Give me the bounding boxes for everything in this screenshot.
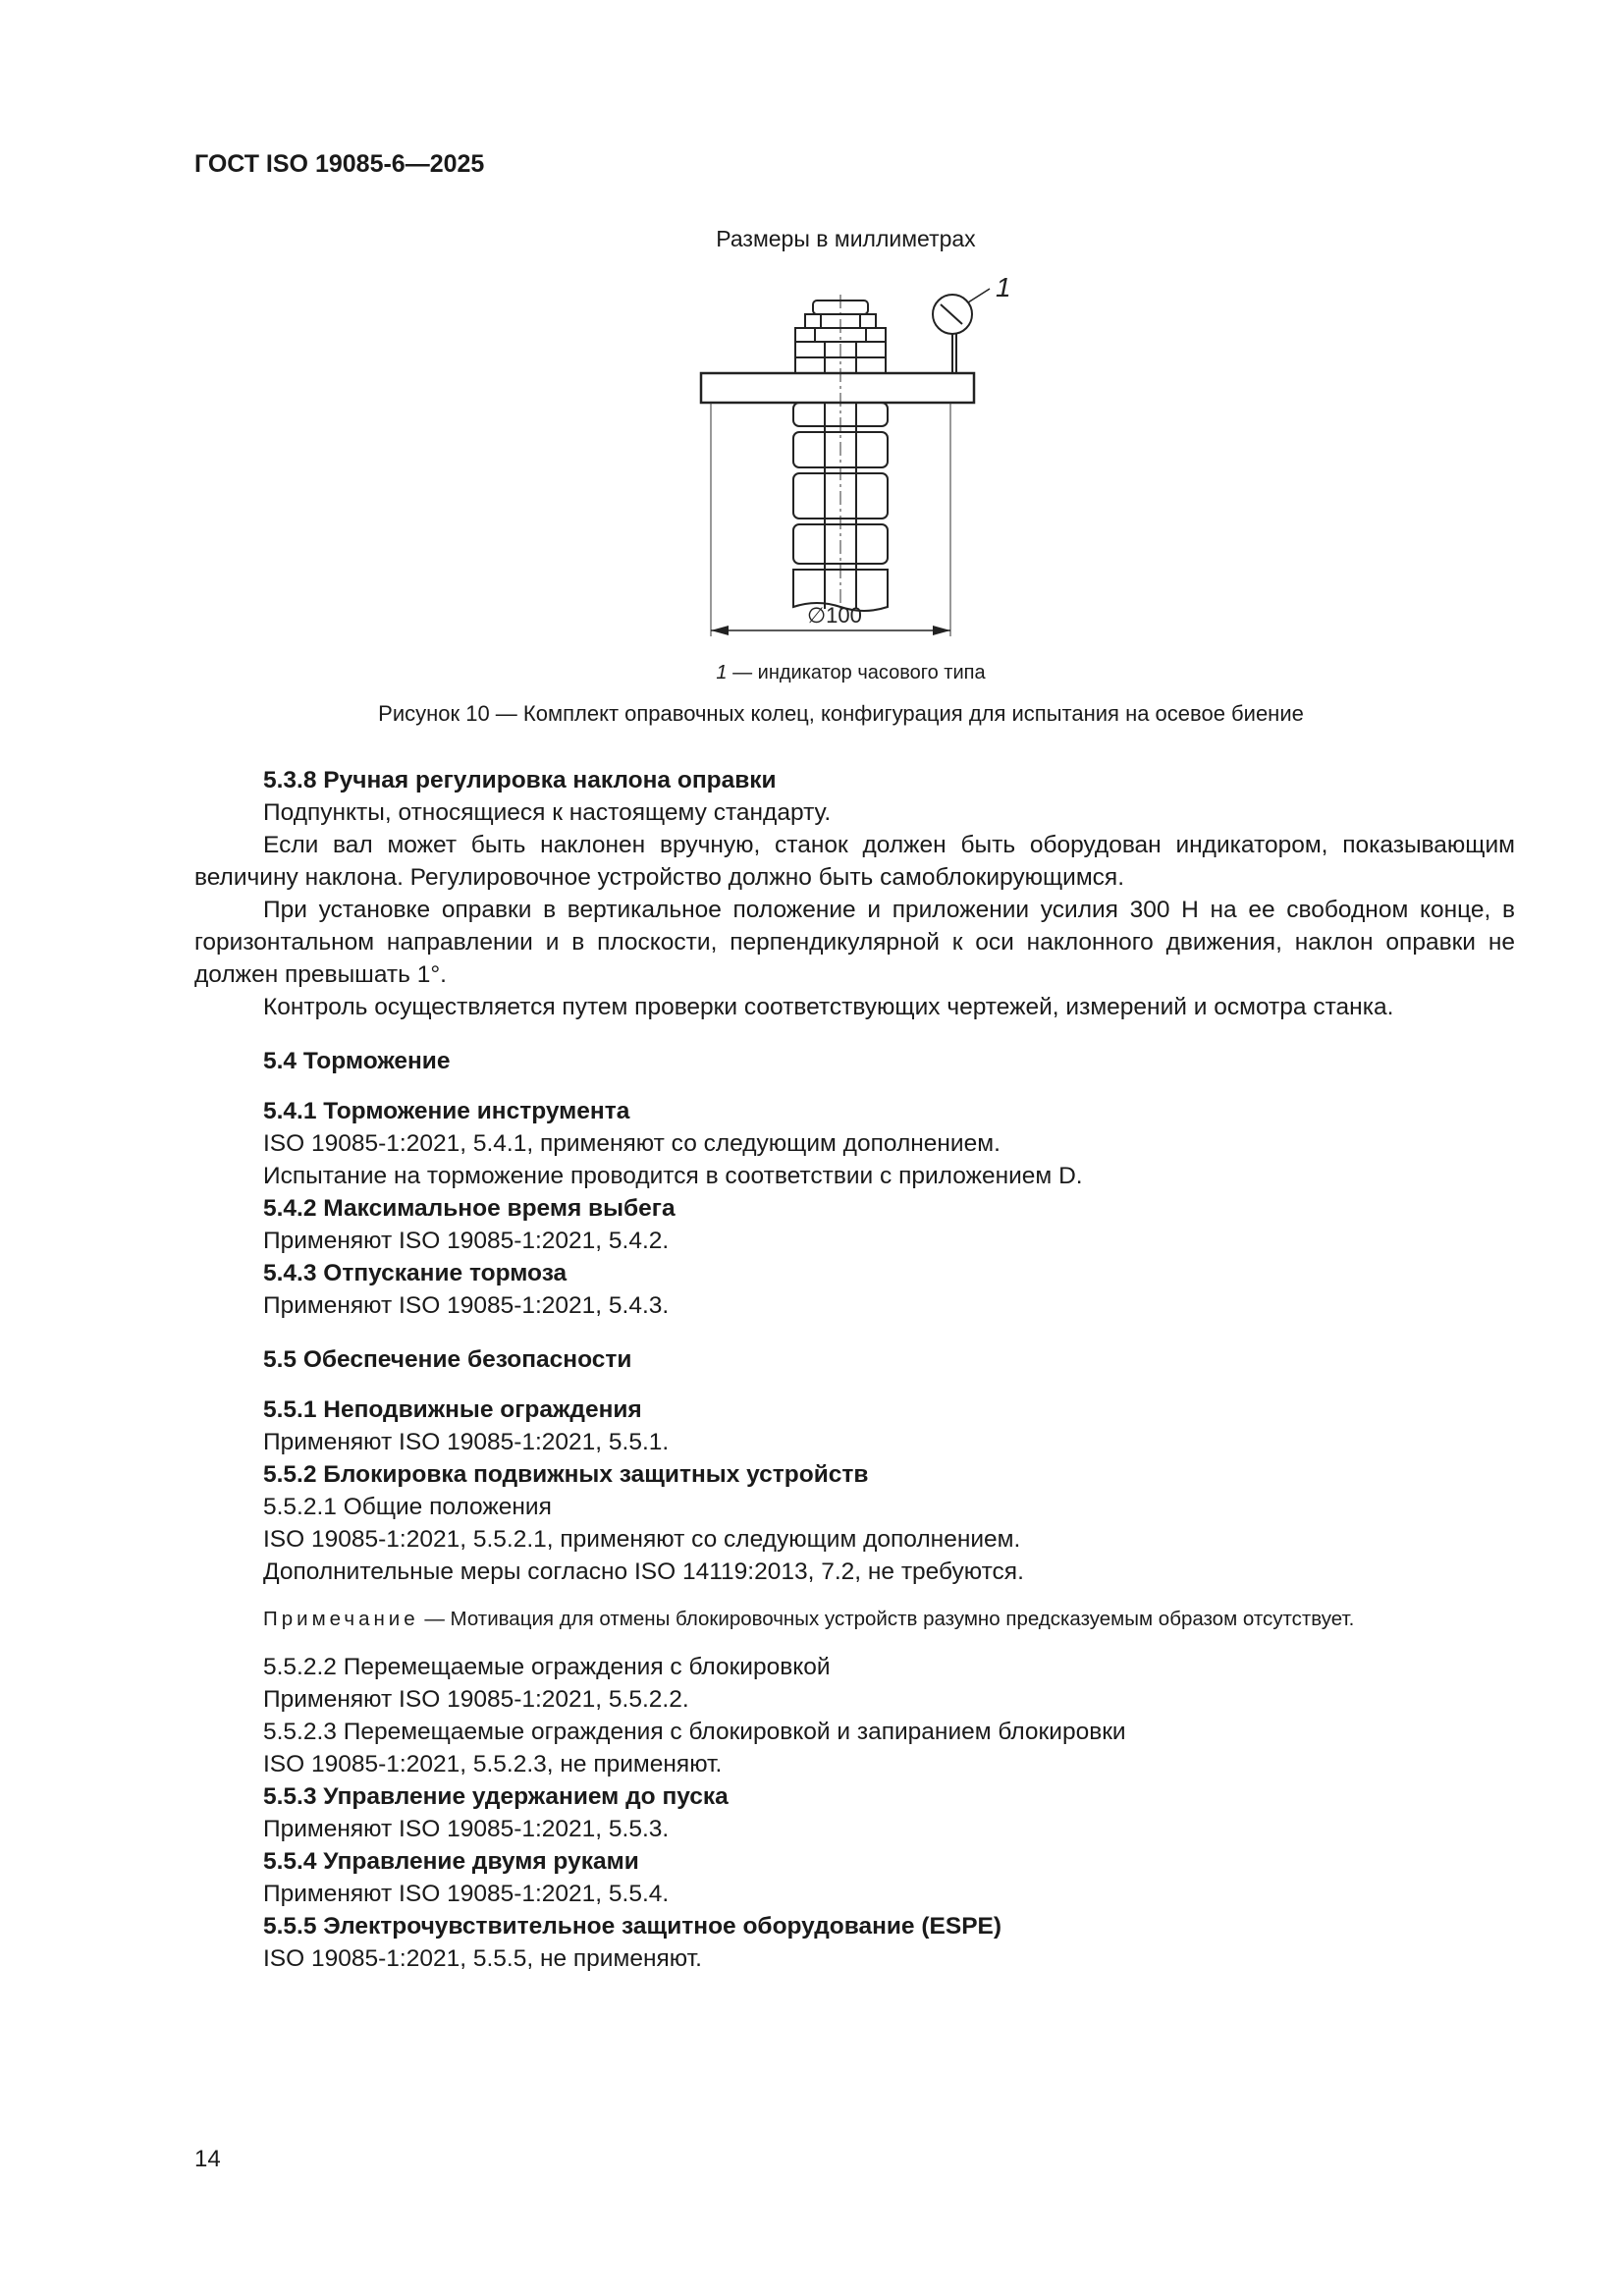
section-5-4-3-para-1: Применяют ISO 19085-1:2021, 5.4.3. [263,1292,670,1319]
figure-legend [0,662,1623,684]
units-note: Размеры в миллиметрах [716,226,976,251]
section-5-4-2-title: 5.4.2 Максимальное время выбега [263,1195,676,1222]
section-5-3-8-para-4: Контроль осуществляется путем проверки соответствующих чертежей, измерений и осмотра станка. [263,994,1394,1020]
body-text [194,764,1515,1975]
legend-text: — индикатор часового типа [727,662,986,683]
section-5-5-4-title: 5.5.4 Управление двумя руками [263,1848,639,1875]
section-5-5-2-title: 5.5.2 Блокировка подвижных защитных устройств [263,1461,869,1488]
dim-arrow-right [933,626,950,635]
section-5-5-title: 5.5 Обеспечение безопасности [263,1346,632,1373]
section-5-4-3-title: 5.4.3 Отпускание тормоза [263,1260,568,1286]
section-5-4-1-title: 5.4.1 Торможение инструмента [263,1098,630,1124]
section-5-3-8-para-1: Подпункты, относящиеся к настоящему стандарту. [263,799,832,826]
section-5-5-3-title: 5.5.3 Управление удержанием до пуска [263,1783,729,1810]
callout-line [968,289,990,302]
note-text: — Мотивация для отмены блокировочных устройств разумно предсказуемым образом отсутствует. [418,1608,1355,1630]
section-5-5-3-para-1: Применяют ISO 19085-1:2021, 5.5.3. [263,1816,670,1842]
section-5-5-1-para-1: Применяют ISO 19085-1:2021, 5.5.1. [263,1429,670,1455]
section-5-5-5-para-1: ISO 19085-1:2021, 5.5.5, не применяют. [263,1945,702,1972]
section-5-5-2-2-para-1: Применяют ISO 19085-1:2021, 5.5.2.2. [263,1686,689,1713]
section-5-4-1-para-1: ISO 19085-1:2021, 5.4.1, применяют со следующим дополнением. [263,1130,1001,1157]
figure-caption: Рисунок 10 — Комплект оправочных колец, конфигурация для испытания на осевое биение [378,701,1304,726]
section-5-3-8-para-3: При установке оправки в вертикальное положение и приложении усилия 300 Н на ее свободном конце, в горизонтальном направлении и в плоскости, перпендикулярной к оси наклонного движения, наклон оправки не должен превышать 1°. [194,897,1515,988]
section-5-5-1-title: 5.5.1 Неподвижные ограждения [263,1396,642,1423]
section-5-3-8-title: 5.3.8 Ручная регулировка наклона оправки [263,767,777,793]
flange-plate [701,373,974,403]
section-5-4-2-para-1: Применяют ISO 19085-1:2021, 5.4.2. [263,1228,670,1254]
section-5-5-2-1-para-2: Дополнительные меры согласно ISO 14119:2013, 7.2, не требуются. [263,1558,1024,1585]
dim-arrow-left [711,626,729,635]
callout-number: 1 [996,272,1011,302]
section-5-3-8-para-2: Если вал может быть наклонен вручную, станок должен быть оборудован индикатором, показывающим величину наклона. Регулировочное устройство должно быть самоблокирующимся. [194,832,1515,891]
section-5-5-2-1-title: 5.5.2.1 Общие положения [263,1494,552,1520]
section-5-5-4-para-1: Применяют ISO 19085-1:2021, 5.5.4. [263,1881,670,1907]
note-label: Примечание [263,1608,419,1630]
mandrel-ring-figure [677,265,1011,658]
section-5-5-2-2-title: 5.5.2.2 Перемещаемые ограждения с блокировкой [263,1654,831,1680]
section-5-5-2-1-para-1: ISO 19085-1:2021, 5.5.2.1, применяют со следующим дополнением. [263,1526,1021,1553]
note [194,1606,1515,1633]
legend-number: 1 [716,662,728,683]
dimension-value: ∅100 [807,603,862,628]
standard-header: ГОСТ ISO 19085-6—2025 [194,150,485,178]
page-number: 14 [194,2146,221,2172]
dial-indicator-icon [933,295,972,373]
section-5-4-title: 5.4 Торможение [263,1048,451,1074]
ring-stack [793,403,888,611]
section-5-4-1-para-2: Испытание на торможение проводится в соответствии с приложением D. [263,1163,1083,1189]
section-5-5-2-3-title: 5.5.2.3 Перемещаемые ограждения с блокировкой и запиранием блокировки [263,1719,1126,1745]
section-5-5-2-3-para-1: ISO 19085-1:2021, 5.5.2.3, не применяют. [263,1751,723,1777]
section-5-5-5-title: 5.5.5 Электрочувствительное защитное оборудование (ESPE) [263,1913,1002,1940]
